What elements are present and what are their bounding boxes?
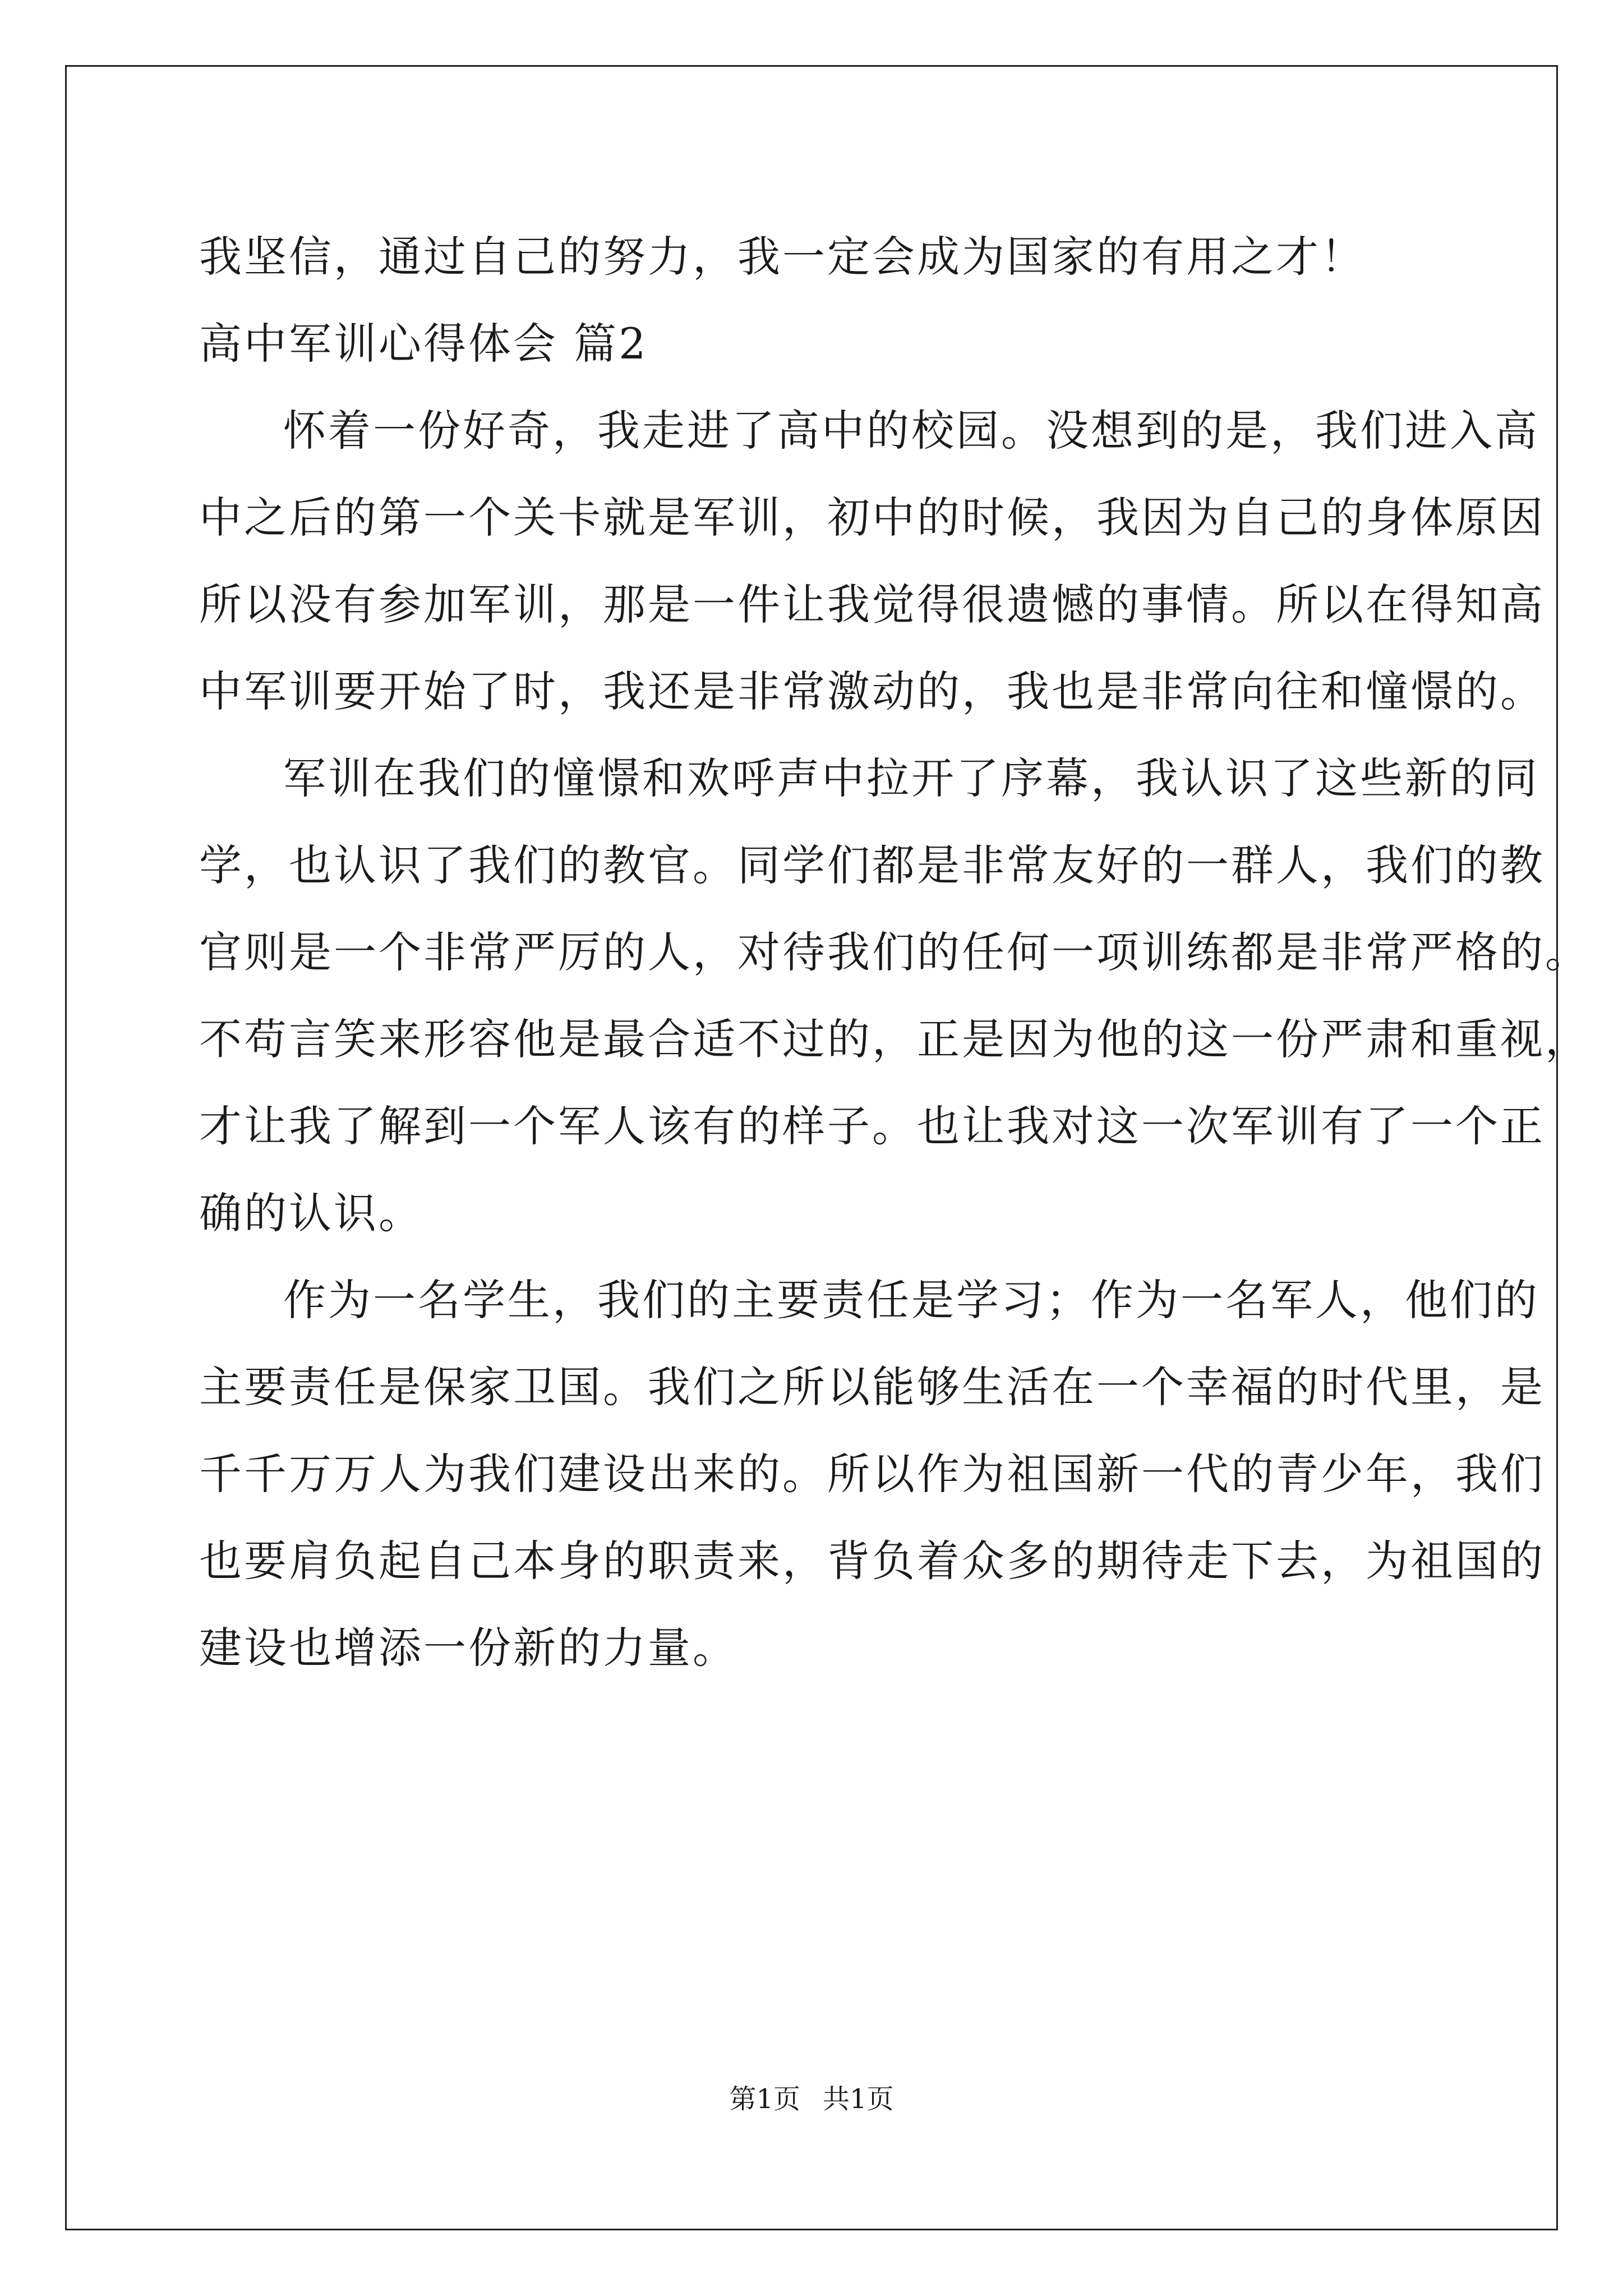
paragraph-line: 军训在我们的憧憬和欢呼声中拉开了序幕，我认识了这些新的同 <box>283 753 1539 803</box>
paragraph-line: 也要肩负起自己本身的职责来，背负着众多的期待走下去，为祖国的 <box>199 1536 1545 1586</box>
page-total: 共1页 <box>823 2083 894 2115</box>
paragraph-3 <box>199 1257 1545 1691</box>
page-footer <box>0 2082 1623 2116</box>
paragraph-line: 官则是一个非常严厉的人，对待我们的任何一项训练都是非常严格的。 <box>199 927 1590 977</box>
section-heading: 高中军训心得体会 篇2 <box>199 319 648 369</box>
paragraph-line: 才让我了解到一个军人该有的样子。也让我对这一次军训有了一个正 <box>199 1101 1545 1151</box>
paragraph-line: 建设也增添一份新的力量。 <box>199 1623 737 1673</box>
document-body <box>199 213 1590 1691</box>
paragraph-line: 不苟言笑来形容他是最合适不过的，正是因为他的这一份严肃和重视， <box>199 1014 1590 1064</box>
paragraph-line: 中之后的第一个关卡就是军训，初中的时候，我因为自己的身体原因 <box>199 493 1545 542</box>
paragraph-line: 中军训要开始了时，我还是非常激动的，我也是非常向往和憧憬的。 <box>199 666 1545 716</box>
paragraph-1 <box>199 387 1545 735</box>
paragraph-line: 作为一名学生，我们的主要责任是学习；作为一名军人，他们的 <box>283 1275 1539 1325</box>
paragraph-line: 所以没有参加军训，那是一件让我觉得很遗憾的事情。所以在得知高 <box>199 579 1545 629</box>
paragraph-line: 确的认识。 <box>199 1188 423 1238</box>
page-number: 第1页 <box>729 2083 800 2115</box>
paragraph-line: 怀着一份好奇，我走进了高中的校园。没想到的是，我们进入高 <box>283 406 1539 455</box>
paragraph-line: 主要责任是保家卫国。我们之所以能够生活在一个幸福的时代里，是 <box>199 1362 1545 1412</box>
paragraph-line: 千千万万人为我们建设出来的。所以作为祖国新一代的青少年，我们 <box>199 1449 1545 1499</box>
paragraph-2 <box>199 735 1590 1257</box>
paragraph-line: 学，也认识了我们的教官。同学们都是非常友好的一群人，我们的教 <box>199 840 1545 890</box>
closing-sentence: 我坚信，通过自己的努力，我一定会成为国家的有用之才！ <box>199 232 1366 282</box>
